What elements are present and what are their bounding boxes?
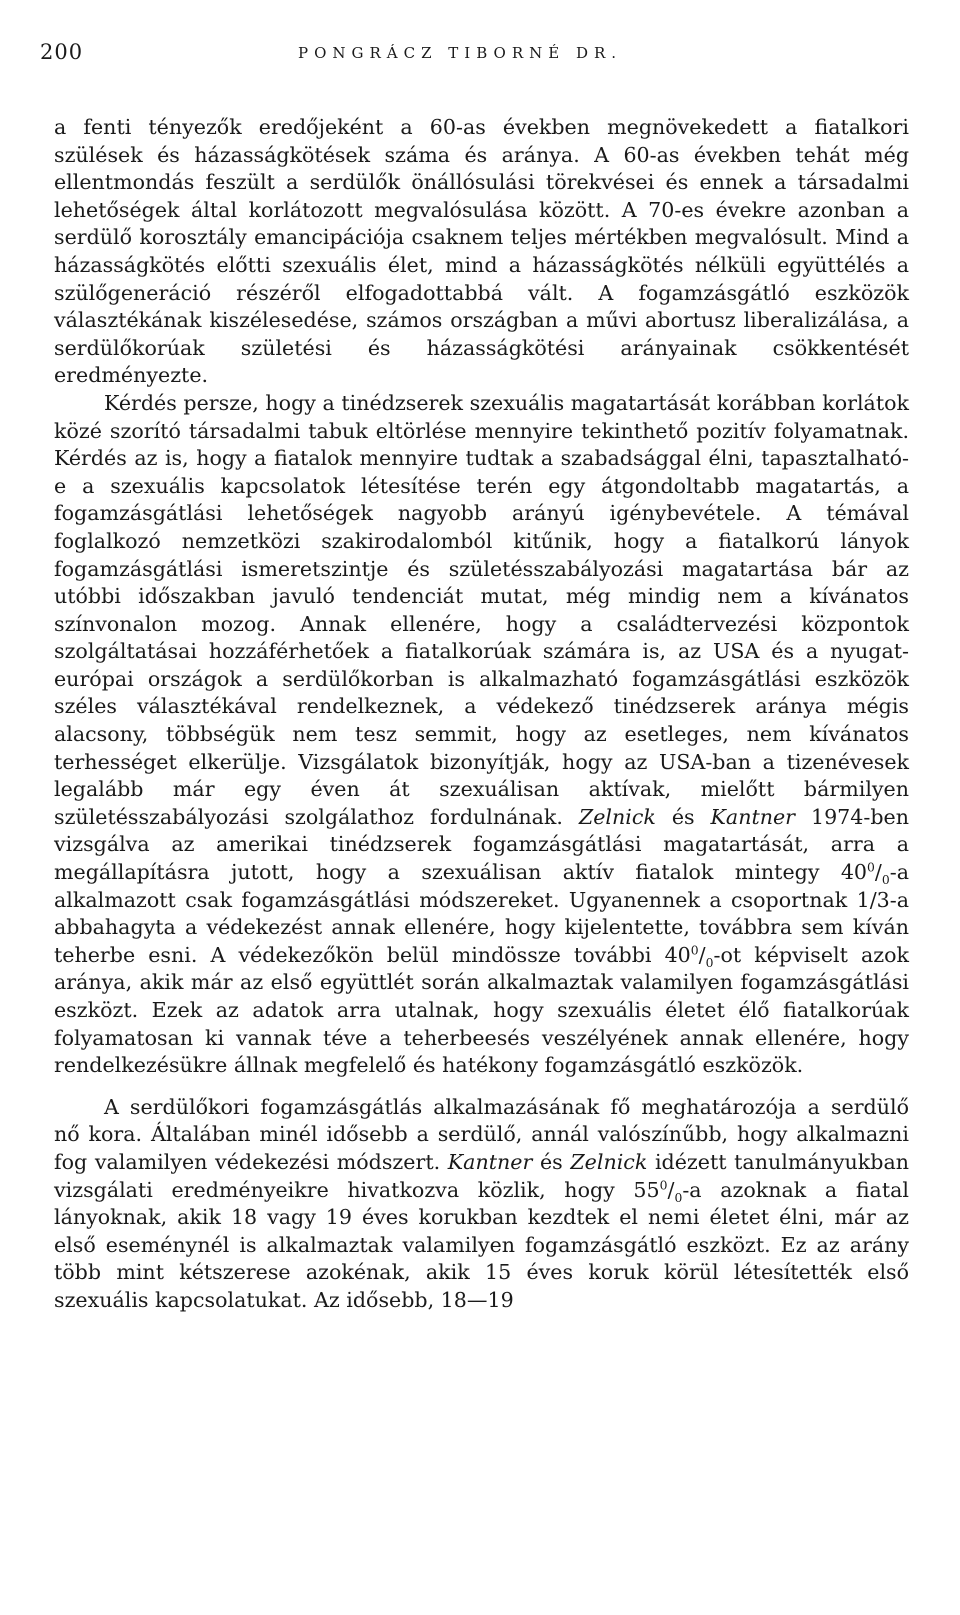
paragraph-3-part-b: idézett tanulmányukban vizsgálati eredményeikre hivatkozva közlik, hogy 55 [54,1149,909,1202]
paragraph-3-part-a: A serdülőkori fogamzásgátlás alkalmazásának fő meghatározója a serdülő nő kora. Általában minél idősebb a serdülő, annál valószínűbb, hogy alkalmazni fog valamilyen védekezési módszert. [54,1094,909,1174]
percent-sign-sub: 0 [674,1190,683,1205]
page-header [40,40,920,70]
percent-sign-sub: 0 [881,873,890,888]
author-name: Kantner [710,804,796,829]
paragraph-2-part-d: -ot képviselt azok aránya, akik már az első együttlét során alkalmaztak valamilyen fogamzásgátlási eszközt. Ezek az adatok arra utalnak, hogy szexuális életet élő fiatalkorúak folyamatosan ki vannak téve a teherbeesés veszélyének annak ellenére, hogy rendelkezésükre állnak megfelelő és hatékony fogamzásgátló eszközök. [54,942,910,1078]
paragraph-2-part-b: 1974-ben vizsgálva az amerikai tinédzserek fogamzásgátlási magatartását, arra a megállapításra jutott, hogy a szexuálisan aktív fiatalok mintegy 40 [54,804,909,885]
running-head: PONGRÁCZ TIBORNÉ DR. [298,44,623,62]
author-name: Kantner [447,1149,533,1174]
percent-sign-sub: 0 [705,955,714,970]
body-text [54,114,909,1315]
paragraph-3-part-c: -a azoknak a fiatal lányoknak, akik 18 vagy 19 éves korukban kezdtek el nemi életet élni, már az első eseménynél is alkalmaztak valamilyen fogamzásgátló eszközt. Ez az arány több mint kétszerese azokénak, akik 15 éves koruk körül létesítették első szexuális kapcsolatukat. Az idősebb, 18—19 [54,1177,909,1312]
percent-sign-sup: 0 [867,860,875,875]
conjunction: és [532,1149,571,1174]
percent-sign-sup: 0 [659,1178,668,1193]
paragraph-2-part-c: -a alkalmazott csak fogamzásgátlási módszereket. Ugyanennek a csoportnak 1/3-a abbahagyta a védekezést annak ellenére, hogy kijelentette, továbbra sem kíván teherbe esni. A védekezőkön belül mindössze további 40 [54,860,909,967]
paragraph-1: a fenti tényezők eredőjeként a 60-as években megnövekedett a fiatalkori szülések és házasságkötések száma és aránya. A 60-as években tehát még ellentmondás feszült a serdülők önállósulási törekvései és ennek a társadalmi lehetőségek által korlátozott megvalósulása között. A 70-es évekre azonban a serdülő korosztály emancipációja csaknem teljes mértékben megvalósult. Mind a házasságkötés előtti szexuális élet, mind a házasságkötés nélküli együttélés a szülőgeneráció részéről elfogadottabbá vált. A fogamzásgátló eszközök választékának kiszélesedése, számos országban a művi abortusz liberalizálása, a serdülőkorúak születési és házasságkötési arányainak csökkentését eredményezte. [54,115,909,388]
page-number: 200 [40,40,84,64]
author-name: Zelnick [570,1149,648,1174]
percent-sign-sup: 0 [690,943,699,958]
conjunction: és [655,804,711,829]
paragraph-3: A serdülőkori fogamzásgátlás alkalmazásának fő meghatározója a serdülő nő kora. Általában minél idősebb a serdülő, annál valószínűbb, hogy alkalmazni fog valamilyen védekezési módszert. Kantner és Zelnick idézett tanulmányukban vizsgálati eredményeikre hivatkozva közlik, hogy $55^0/_0-a$ azoknak a fiatal lányoknak, akik 18 vagy 19 éves korukban kezdtek el nemi életet élni, már az első eseménynél is alkalmaztak valamilyen fogamzásgátló eszközt. Ez az arány több mint kétszerese azokénak, akik 15 éves koruk körül létesítették első szexuális kapcsolatukat. Az idősebb, 18—19 [54,1094,909,1312]
author-name: Zelnick [578,804,656,829]
paragraph-2-part-a: Kérdés persze, hogy a tinédzserek szexuális magatartását korábban korlátok közé szorító társadalmi tabuk eltörlése mennyire tekinthető pozitív folyamatnak. Kérdés az is, hogy a fiatalok mennyire tudtak a szabadsággal élni, tapasztalható-e a szexuális kapcsolatok létesítése terén egy átgondoltabb magatartás, a fogamzásgátlási lehetőségek nagyobb arányú igénybevétele. A témával foglalkozó nemzetközi szakirodalomból kitűnik, hogy a fiatalkorú lányok fogamzásgátlási ismeretszintje és születésszabályozási magatartása bár az utóbbi időszakban javuló tendenciát mutat, még mindig nem a kívánatos színvonalon mozog. Annak ellenére, hogy a családtervezési központok szolgáltatásai hozzáférhetőek a fiatalkorúak számára is, az USA és a nyugat-európai országok a serdülőkorban is alkalmazható fogamzásgátlási eszközök széles választékával rendelkeznek, a védekező tinédzserek aránya mégis alacsony, többségük nem tesz semmit, hogy az esetleges, nem kívánatos terhességet elkerülje. Vizsgálatok bizonyítják, hogy az USA-ban a tizenévesek legalább már egy éven át szexuálisan aktívak, mielőtt bármilyen születésszabályozási szolgálathoz fordulnának. [54,390,909,829]
paragraph-2: Kérdés persze, hogy a tinédzserek szexuális magatartását korábban korlátok közé szorító társadalmi tabuk eltörlése mennyire tekinthető pozitív folyamatnak. Kérdés az is, hogy a fiatalok mennyire tudtak a szabadsággal élni, tapasztalható-e a szexuális kapcsolatok létesítése terén egy átgondoltabb magatartás, a fogamzásgátlási lehetőségek nagyobb arányú igénybevétele. A témával foglalkozó nemzetközi szakirodalomból kitűnik, hogy a fiatalkorú lányok fogamzásgátlási ismeretszintje és születésszabályozási magatartása bár az utóbbi időszakban javuló tendenciát mutat, még mindig nem a kívánatos színvonalon mozog. Annak ellenére, hogy a családtervezési központok szolgáltatásai hozzáférhetőek a fiatalkorúak számára is, az USA és a nyugat-európai országok a serdülőkorban is alkalmazható fogamzásgátlási eszközök széles választékával rendelkeznek, a védekező tinédzserek aránya mégis alacsony, többségük nem tesz semmit, hogy az esetleges, nem kívánatos terhességet elkerülje. Vizsgálatok bizonyítják, hogy az USA-ban a tizenévesek legalább már egy éven át szexuálisan aktívak, mielőtt bármilyen születésszabályozási szolgálathoz fordulnának. Zelnick és Kantner 1974-ben vizsgálva az amerikai tinédzserek fogamzásgátlási magatartását, arra a megállapításra jutott, hogy a szexuálisan aktív fiatalok mintegy $40^0/_0-a$ alkalmazott csak fogamzásgátlási módszereket. Ugyanennek a csoportnak 1/3-a abbahagyta a védekezést annak ellenére, hogy kijelentette, továbbra sem kíván teherbe esni. A védekezőkön belül mindössze további $40^0/_0-ot$ képviselt azok aránya, akik már az első együttlét során alkalmaztak valamilyen fogamzásgátlási eszközt. Ezek az adatok arra utalnak, hogy szexuális életet élő fiatalkorúak folyamatosan ki vannak téve a teherbeesés veszélyének annak ellenére, hogy rendelkezésükre állnak megfelelő és hatékony fogamzásgátló eszközök. [54,390,910,1078]
